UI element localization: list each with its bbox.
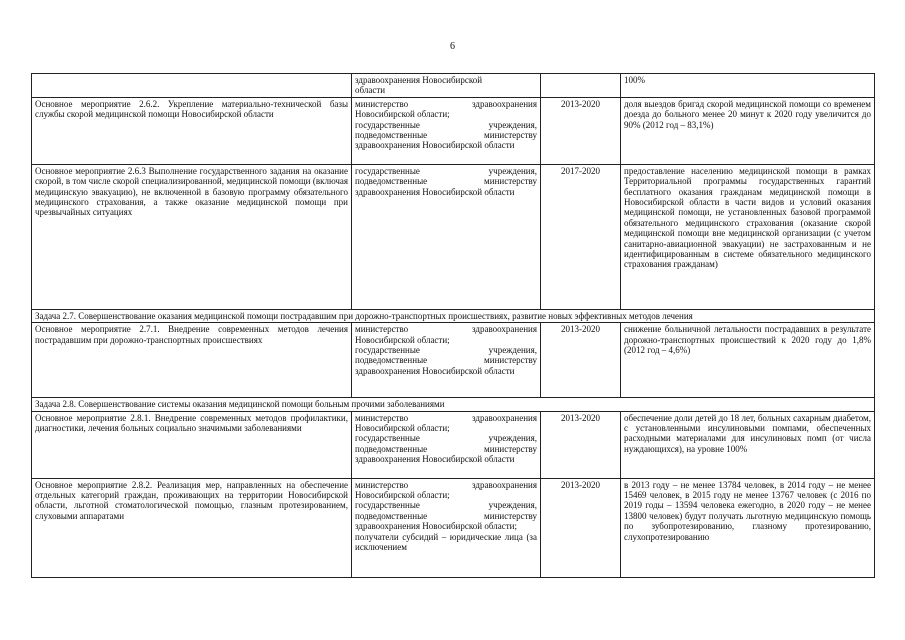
result-cell: доля выездов бригад скорой медицинской помощи со временем доезда до больного менее 20 минут к 2020 году увеличится до 90% (2012 год – 83,1%) [621, 97, 875, 164]
activity-cell [32, 74, 352, 98]
table-row [32, 97, 875, 164]
activity-cell: Основное мероприятие 2.7.1. Внедрение современных методов лечения пострадавшим при дорожно-транспортных происшествиях [32, 323, 352, 398]
executor-line: министерство здравоохранения Новосибирской области; [355, 412, 537, 434]
activity-cell: Основное мероприятие 2.6.2. Укрепление материально-технической базы службы скорой медицинской помощи Новосибирской области [32, 97, 352, 164]
task-heading: Задача 2.7. Совершенствование оказания медицинской помощи пострадавшим при дорожно-транспортных происшествиях, развитие новых эффективных методов лечения [32, 309, 875, 322]
period-cell: 2013-2020 [541, 97, 621, 164]
table-row [32, 74, 875, 98]
task-heading: Задача 2.8. Совершенствование системы оказания медицинской помощи больным прочими заболеваниями [32, 398, 875, 411]
executor-line: здравоохранения Новосибирской [355, 75, 483, 85]
executor-cell [352, 97, 541, 164]
table-row [32, 478, 875, 577]
activity-cell: Основное мероприятие 2.6.3 Выполнение государственного задания на оказание скорой, в том числе скорой специализированной, медицинской помощи (включая медицинскую эвакуацию), не включенной в базовую программу обязательного медицинского страхования, а также оказание медицинской помощи при чрезвычайных ситуациях [32, 164, 352, 309]
result-cell: в 2013 году – не менее 13784 человек, в 2014 году – не менее 15469 человек, в 2015 году не менее 13767 человек (с 2016 по 2019 годы – 13594 человека ежегодно, в 2020 году – не менее 13800 человек) будут получать льготную медицинскую помощь по зубопротезированию, глазному протезированию, слухопротезированию [621, 478, 875, 577]
program-activities-table [31, 73, 875, 578]
period-cell: 2013-2020 [541, 411, 621, 478]
period-cell: 2013-2020 [541, 478, 621, 577]
page-number: 6 [450, 41, 455, 52]
table-row [32, 164, 875, 309]
period-cell: 2017-2020 [541, 164, 621, 309]
table-row [32, 411, 875, 478]
executor-cell [352, 478, 541, 577]
table-row [32, 323, 875, 398]
executor-line: министерство здравоохранения Новосибирской области; [355, 98, 537, 120]
period-cell [541, 74, 621, 98]
result-cell: 100% [621, 74, 875, 98]
task-row [32, 309, 875, 322]
executor-line: получатели субсидий – юридические лица (за исключением [355, 531, 537, 553]
executor-line: области [355, 85, 386, 96]
executor-line: государственные учреждения, подведомственные министерству здравоохранения Новосибирской области [355, 165, 537, 197]
executor-line: государственные учреждения, подведомственные министерству здравоохранения Новосибирской области [355, 345, 537, 376]
executor-cell [352, 164, 541, 309]
executor-line: министерство здравоохранения Новосибирской области; [355, 479, 537, 501]
result-cell: предоставление населению медицинской помощи в рамках Территориальной программы государственных гарантий бесплатного оказания гражданам медицинской помощи в Новосибирской области в части видов и условий оказания медицинской помощи, не установленных базовой программой обязательного медицинского страхования (оказание скорой медицинской помощи вне медицинской организации (с учетом санитарно-авиационной эвакуации) не застрахованным и не идентифицированным в системе обязательного медицинского страхования гражданам) [621, 164, 875, 309]
executor-line: министерство здравоохранения Новосибирской области; [355, 324, 537, 345]
activity-cell: Основное мероприятие 2.8.1. Внедрение современных методов профилактики, диагностики, лечения больных социально значимыми заболеваниями [32, 411, 352, 478]
executor-line: государственные учреждения, подведомственные министерству здравоохранения Новосибирской области [355, 433, 537, 465]
result-cell: снижение больничной летальности пострадавших в результате дорожно-транспортных происшествий к 2020 году до 1,8% (2012 год – 4,6%) [621, 323, 875, 398]
executor-cell [352, 323, 541, 398]
period-cell: 2013-2020 [541, 323, 621, 398]
executor-cell [352, 74, 541, 98]
executor-line: государственные учреждения, подведомственные министерству здравоохранения Новосибирской области [355, 119, 537, 151]
executor-cell [352, 411, 541, 478]
executor-line: государственные учреждения, подведомственные министерству здравоохранения Новосибирской области; [355, 500, 537, 532]
task-row [32, 398, 875, 411]
result-cell: обеспечение доли детей до 18 лет, больных сахарным диабетом, с установленными инсулиновыми помпами, обеспеченных расходными материалами для инсулиновых помп (от числа нуждающихся), на уровне 100% [621, 411, 875, 478]
activity-cell: Основное мероприятие 2.8.2. Реализация мер, направленных на обеспечение отдельных категорий граждан, проживающих на территории Новосибирской области, льготной стоматологической помощью, глазным протезированием, слуховыми аппаратами [32, 478, 352, 577]
